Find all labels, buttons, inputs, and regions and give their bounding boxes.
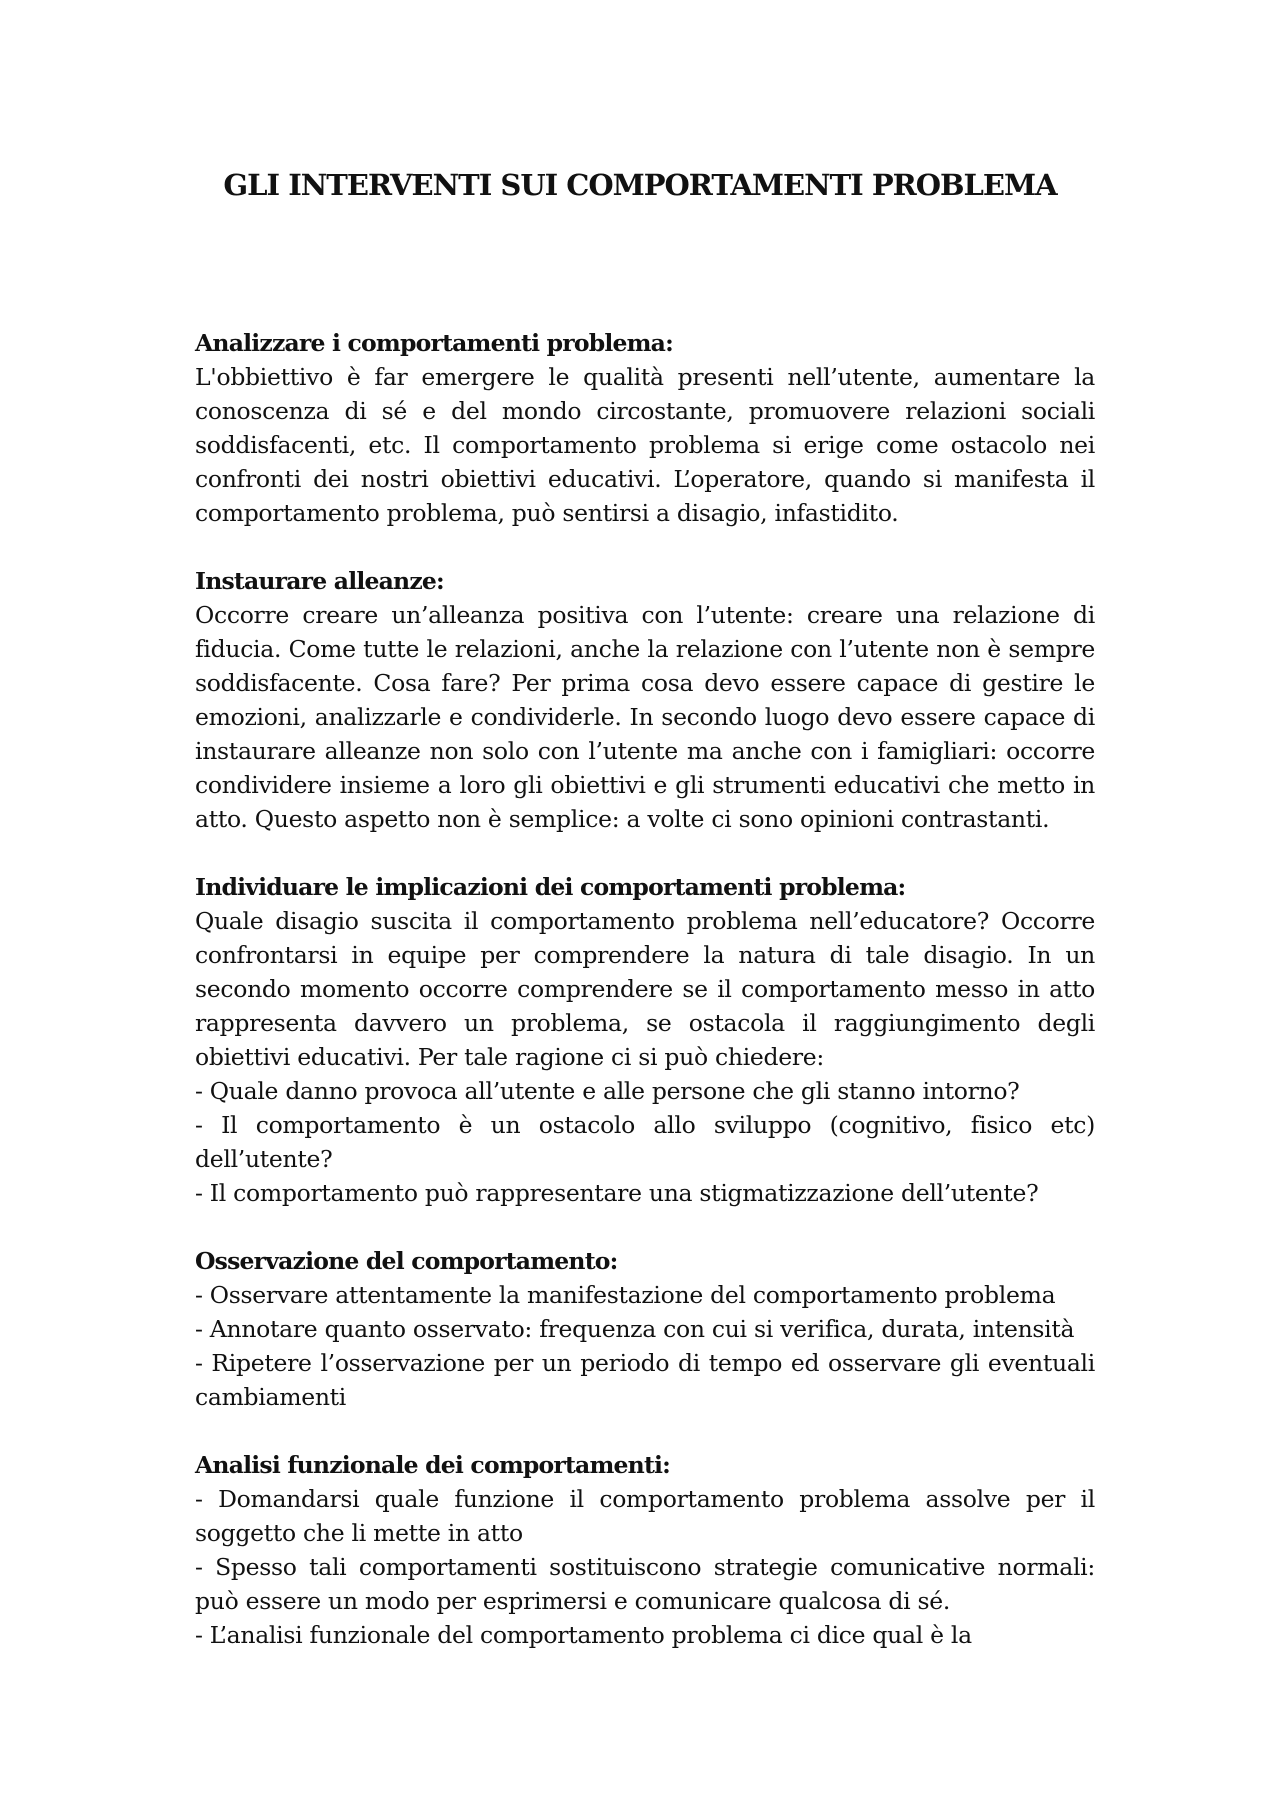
list-item: - Ripetere l’osservazione per un periodo di tempo ed osservare gli eventuali cambiamenti xyxy=(195,1349,1095,1411)
list-item: - Il comportamento può rappresentare una stigmatizzazione dell’utente? xyxy=(195,1179,1039,1207)
section-analizzare xyxy=(195,326,1095,530)
page-title: GLI INTERVENTI SUI COMPORTAMENTI PROBLEMA xyxy=(223,168,1057,202)
list-item: - Domandarsi quale funzione il comportamento problema assolve per il soggetto che li mette in atto xyxy=(195,1485,1095,1547)
section-paragraph: Occorre creare un’alleanza positiva con l’utente: creare una relazione di fiducia. Come tutte le relazioni, anche la relazione con l’utente non è sempre soddisfacente. Cosa fare? Per prima cosa devo essere capace di gestire le emozioni, analizzarle e condividerle. In secondo luogo devo essere capace di instaurare alleanze non solo con l’utente ma anche con i famigliari: occorre condividere insieme a loro gli obiettivi e gli strumenti educativi che metto in atto. Questo aspetto non è semplice: a volte ci sono opinioni contrastanti. xyxy=(195,601,1095,833)
section-heading: Analisi funzionale dei comportamenti: xyxy=(195,1451,671,1479)
list-item: - Spesso tali comportamenti sostituiscono strategie comunicative normali: può essere un modo per esprimersi e comunicare qualcosa di sé. xyxy=(195,1553,1095,1615)
section-implicazioni xyxy=(195,870,1095,1210)
list-item: - Quale danno provoca all’utente e alle persone che gli stanno intorno? xyxy=(195,1077,1020,1105)
section-heading: Individuare le implicazioni dei comportamenti problema: xyxy=(195,873,906,901)
section-paragraph: Quale disagio suscita il comportamento problema nell’educatore? Occorre confrontarsi in equipe per comprendere la natura di tale disagio. In un secondo momento occorre comprendere se il comportamento messo in atto rappresenta davvero un problema, se ostacola il raggiungimento degli obiettivi educativi. Per tale ragione ci si può chiedere: xyxy=(195,907,1095,1071)
section-alleanze xyxy=(195,564,1095,836)
list-item: - Il comportamento è un ostacolo allo sviluppo (cognitivo, fisico etc) dell’utente? xyxy=(195,1111,1095,1173)
section-heading: Osservazione del comportamento: xyxy=(195,1247,618,1275)
document-body xyxy=(195,326,1095,1686)
section-heading: Analizzare i comportamenti problema: xyxy=(195,329,673,357)
section-osservazione xyxy=(195,1244,1095,1414)
section-paragraph: L'obbiettivo è far emergere le qualità presenti nell’utente, aumentare la conoscenza di sé e del mondo circostante, promuovere relazioni sociali soddisfacenti, etc. Il comportamento problema si erige come ostacolo nei confronti dei nostri obiettivi educativi. L’operatore, quando si manifesta il comportamento problema, può sentirsi a disagio, infastidito. xyxy=(195,363,1095,527)
list-item: - Osservare attentamente la manifestazione del comportamento problema xyxy=(195,1281,1056,1309)
list-item: - L’analisi funzionale del comportamento problema ci dice qual è la xyxy=(195,1621,972,1649)
section-analisi-funzionale xyxy=(195,1448,1095,1652)
list-item: - Annotare quanto osservato: frequenza con cui si verifica, durata, intensità xyxy=(195,1315,1075,1343)
section-heading: Instaurare alleanze: xyxy=(195,567,444,595)
